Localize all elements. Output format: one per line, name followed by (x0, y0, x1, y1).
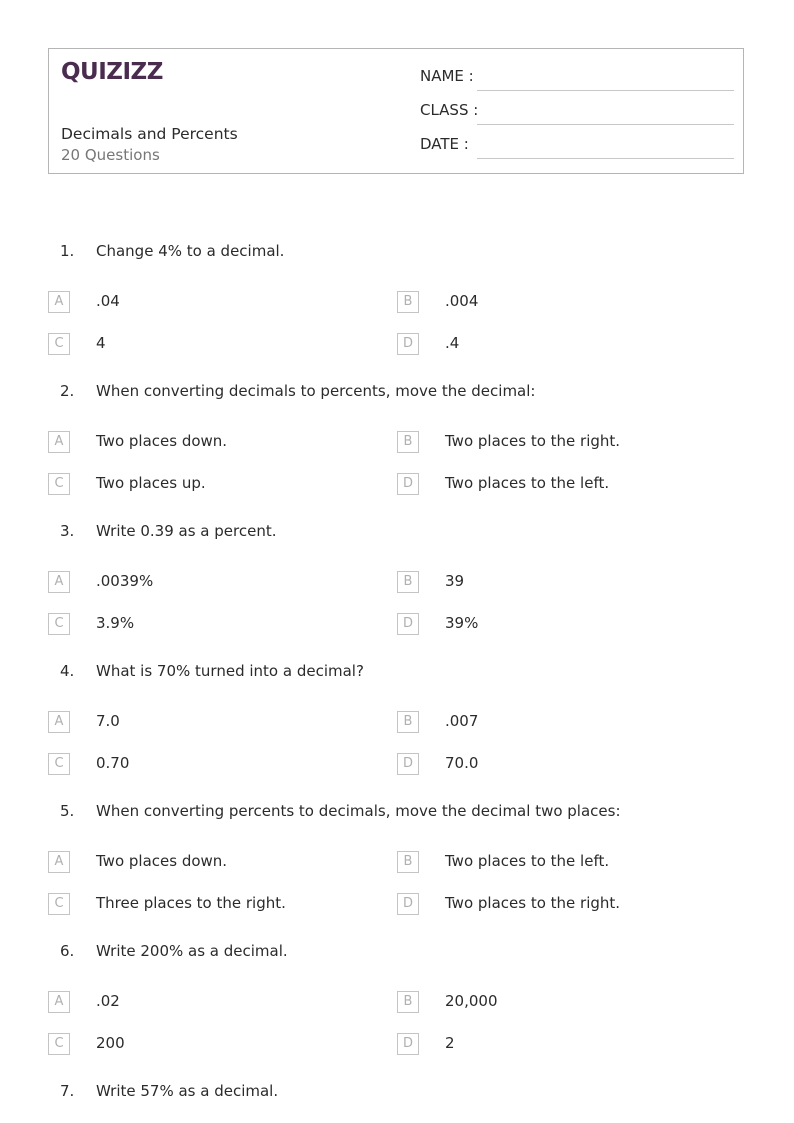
question-number: 1. (60, 242, 75, 260)
question-text: When converting decimals to percents, move the decimal: (96, 382, 536, 400)
option-text: .02 (96, 992, 120, 1010)
option-text: 0.70 (96, 754, 130, 772)
option-letter-box[interactable]: C (48, 613, 70, 635)
question-count: 20 Questions (61, 146, 160, 164)
option-text: 39 (445, 572, 465, 590)
option-letter-box[interactable]: C (48, 333, 70, 355)
option-letter-box[interactable]: B (397, 711, 419, 733)
option-text: .004 (445, 292, 479, 310)
option-letter-box[interactable]: D (397, 1033, 419, 1055)
option-text: Two places to the left. (445, 852, 610, 870)
date-label: DATE : (420, 135, 469, 153)
option-text: .007 (445, 712, 479, 730)
option-text: 200 (96, 1034, 125, 1052)
question-text: Write 200% as a decimal. (96, 942, 288, 960)
option-letter-box[interactable]: A (48, 711, 70, 733)
option-letter-box[interactable]: B (397, 851, 419, 873)
question-text: When converting percents to decimals, move the decimal two places: (96, 802, 621, 820)
question-number: 3. (60, 522, 75, 540)
option-letter-box[interactable]: D (397, 613, 419, 635)
option-letter-box[interactable]: B (397, 431, 419, 453)
option-text: Two places down. (96, 852, 228, 870)
name-row (420, 67, 734, 91)
option-text: .4 (445, 334, 460, 352)
option-letter-box[interactable]: A (48, 291, 70, 313)
name-field[interactable] (477, 90, 734, 91)
option-letter-box[interactable]: D (397, 473, 419, 495)
option-letter-box[interactable]: D (397, 753, 419, 775)
question-text: What is 70% turned into a decimal? (96, 662, 364, 680)
option-letter-box[interactable]: D (397, 333, 419, 355)
quizizz-logo: QUIZIZZ (61, 59, 163, 85)
worksheet-title: Decimals and Percents (61, 125, 238, 143)
option-letter-box[interactable]: A (48, 991, 70, 1013)
option-letter-box[interactable]: C (48, 893, 70, 915)
option-letter-box[interactable]: A (48, 571, 70, 593)
option-letter-box[interactable]: C (48, 753, 70, 775)
class-row (420, 101, 734, 125)
option-text: Two places up. (96, 474, 206, 492)
option-letter-box[interactable]: A (48, 431, 70, 453)
option-text: Three places to the right. (96, 894, 286, 912)
option-letter-box[interactable]: B (397, 991, 419, 1013)
date-field[interactable] (477, 158, 734, 159)
option-letter-box[interactable]: B (397, 571, 419, 593)
option-text: Two places to the right. (445, 894, 621, 912)
option-letter-box[interactable]: C (48, 1033, 70, 1055)
option-text: 70.0 (445, 754, 479, 772)
option-text: .0039% (96, 572, 154, 590)
option-letter-box[interactable]: D (397, 893, 419, 915)
option-text: 2 (445, 1034, 455, 1052)
name-label: NAME : (420, 67, 474, 85)
question-text: Write 57% as a decimal. (96, 1082, 279, 1100)
question-number: 6. (60, 942, 75, 960)
question-number: 7. (60, 1082, 75, 1100)
option-text: .04 (96, 292, 120, 310)
option-letter-box[interactable]: B (397, 291, 419, 313)
option-text: 20,000 (445, 992, 498, 1010)
option-text: 7.0 (96, 712, 120, 730)
date-row (420, 135, 734, 159)
question-number: 2. (60, 382, 75, 400)
option-text: Two places to the right. (445, 432, 621, 450)
option-text: 39% (445, 614, 479, 632)
option-text: 4 (96, 334, 106, 352)
worksheet-header (48, 48, 744, 174)
option-letter-box[interactable]: A (48, 851, 70, 873)
option-letter-box[interactable]: C (48, 473, 70, 495)
question-text: Write 0.39 as a percent. (96, 522, 277, 540)
option-text: Two places down. (96, 432, 228, 450)
question-number: 5. (60, 802, 75, 820)
class-field[interactable] (477, 124, 734, 125)
option-text: Two places to the left. (445, 474, 610, 492)
option-text: 3.9% (96, 614, 135, 632)
class-label: CLASS : (420, 101, 479, 119)
question-text: Change 4% to a decimal. (96, 242, 285, 260)
question-number: 4. (60, 662, 75, 680)
